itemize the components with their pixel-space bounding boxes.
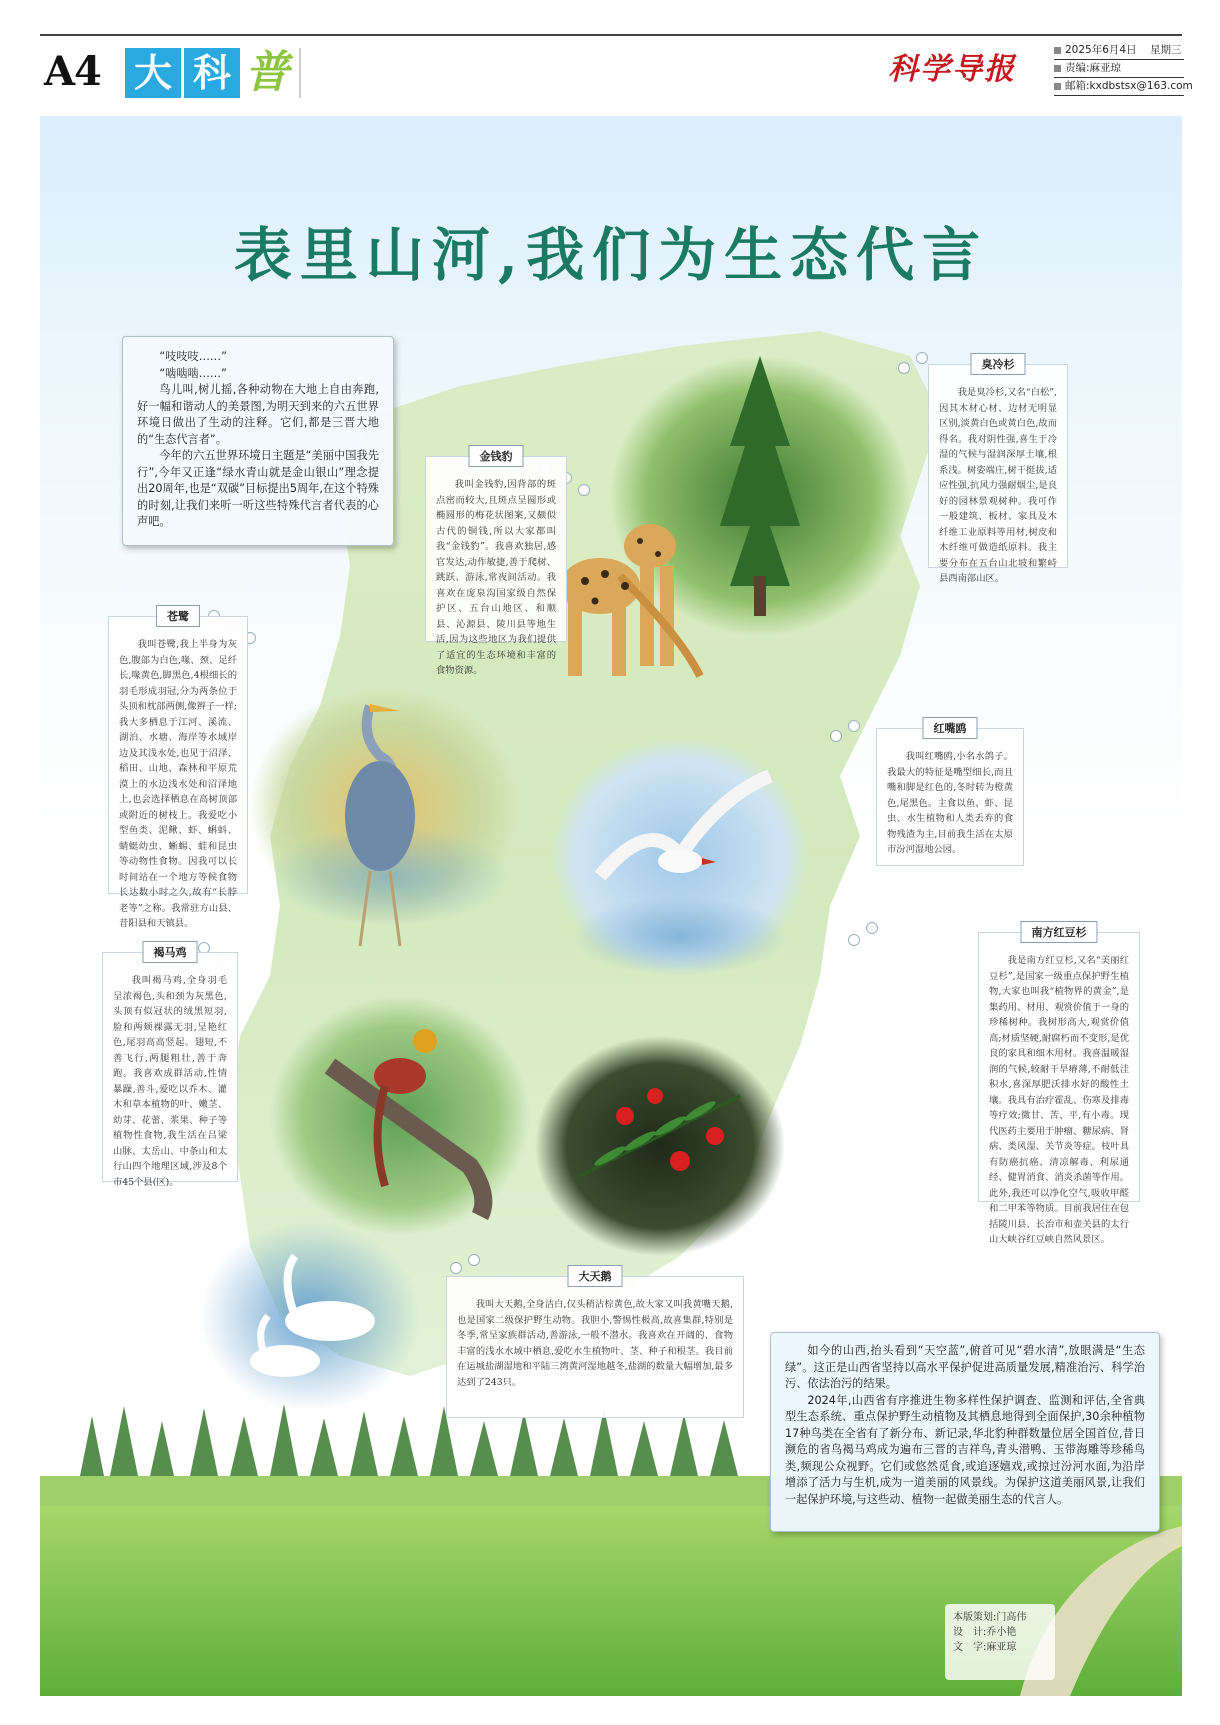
species-name: 苍鹭: [156, 605, 200, 627]
species-box-pheasant: [102, 946, 238, 1188]
species-box-gull: [876, 722, 1024, 866]
intro-box: “吱吱吱……” “啮啮啮……” 鸟儿叫,树儿摇,各种动物在大地上自由奔跑,好一幅和谐动人的美景图,为明天到来的六五世界环境日做出了生动的注释。它们,都是三晋大地的“生态代言者”。 今年的六五世界环境日主题是“美丽中国我先行”,今年又正逢“绿水青山就是金山银山”理念提出20周年,也是“双碳”目标提出5周年,在这个特殊的时刻,让我们来听一听这些特殊代言者代表的心声吧。: [122, 336, 394, 546]
main-panel: [40, 116, 1182, 1696]
species-description: 我叫大天鹅,全身洁白,仅头稍沾棕黄色,故大家又叫我黄嘴天鹅,也是国家二级保护野生动物。我胆小,警惕性极高,故喜集群,特别是冬季,常呈家族群活动,善游泳,一般不潜水。我喜欢在开阔的、食物丰富的浅水水域中栖息,爱吃水生植物叶、茎、种子和根茎。我目前在运城盐湖湿地和平陆三湾黄河湿地越冬,盐湖的数量大幅增加,最多达到了243只。: [457, 1299, 733, 1388]
section-char-1: 大: [125, 48, 181, 98]
species-name: 南方红豆杉: [1021, 921, 1098, 943]
conclusion-box: 如今的山西,抬头看到“天空蓝”,俯首可见“碧水清”,放眼满是“生态绿”。这正是山西省坚持以高水平保护促进高质量发展,精准治污、科学治污、依法治污的结果。 2024年,山西省有序推进生物多样性保护调查、监测和评估,全省典型生态系统、重点保护野生动植物及其栖息地得到全面保护,30余种植物17种鸟类在全省有了新分布、新记录,华北豹种群数量位居全国首位,昔日濒危的省鸟褐马鸡成为遍布三晋的吉祥鸟,青头潜鸭、玉带海雕等珍稀鸟类,频现公众视野。它们或悠然觅食,或追逐嬉戏,或掠过汾河水面,为沿岸增添了活力与生机,成为一道美丽的风景线。为保护这道美丽风景,让我们一起保护环境,与这些动、植物一起做美丽生态的代言人。: [770, 1332, 1160, 1532]
page-title: 表里山河,我们为生态代言: [233, 221, 989, 289]
species-name: 红嘴鸥: [923, 717, 978, 739]
editor-line: 责编:麻亚琼: [1054, 60, 1121, 76]
species-description: 我叫金钱豹,因背部的斑点密而较大,且斑点呈圆形或椭圆形的梅花状图案,又颇似古代的铜钱,所以大家都叫我“金钱豹”。我喜欢独居,感官发达,动作敏捷,善于爬树、跳跃、游泳,常夜间活动。我喜欢在庞泉沟国家级自然保护区、五台山地区、和顺县、沁源县、陵川县等地生活,因为这些地区为我们提供了适宜的生态环境和丰富的食物资源。: [436, 479, 556, 676]
section-char-3: 普: [245, 47, 289, 98]
species-name: 大天鹅: [568, 1265, 623, 1287]
species-name: 金钱豹: [469, 445, 524, 467]
page-number: A4: [44, 48, 101, 95]
species-box-leopard: [425, 450, 567, 676]
species-box-heron: [108, 610, 248, 929]
species-description: 我是臭冷杉,又名“白松”,因其木材心材、边材无明显区别,淡黄白色或黄白色,故而得名。我对阴性强,喜生于冷湿的气候与湿润深厚土壤,根系浅。树姿端庄,树干挺拔,适应性强,抗风力强耐烟尘,是良好的园林景观树种。我可作一般建筑、板材、家具及木纤维工业原料等用材,树皮和木纤维可做造纸原料。我主要分布在五台山北坡和繁峙县西南部山区。: [939, 387, 1057, 584]
section-char-2: 科: [184, 48, 240, 98]
species-description: 我叫褐马鸡,全身羽毛呈浓褐色,头和颈为灰黑色,头顶有似冠状的绒黑短羽,脸和两颊裸露无羽,呈艳红色,尾羽高高竖起。翅短,不善飞行,两腿粗壮,善于奔跑。我喜欢成群活动,性情暴躁,善斗,爱吃以乔木、灌木和草本植物的叶、嫩茎、幼芽、花蕾、浆果、种子等植物性食物,我生活在吕梁山脉、太岳山、中条山和太行山四个地理区域,涉及8个市45个县(区)。: [113, 975, 227, 1188]
species-name: 臭冷杉: [971, 353, 1026, 375]
species-description: 我叫红嘴鸥,小名水鸽子。我最大的特征是嘴型细长,而且嘴和脚是红色的,冬时转为橙黄色,尾黑色。主食以鱼、虾、昆虫、水生植物和人类丢弃的食物残渣为主,目前我生活在太原市汾河湿地公园。: [887, 751, 1013, 855]
species-box-spruce: [928, 358, 1068, 584]
header-divider: [299, 48, 301, 98]
species-description: 我是南方红豆杉,又名“美丽红豆杉”,是国家一级重点保护野生植物,大家也叫我“植物界的黄金”,是集药用、材用、观赏价值于一身的珍稀树种。我树形高大,观赏价值高;材质坚硬,耐腐朽而不变形,是优良的家具和细木用材。我喜温暖湿润的气候,较耐干旱瘠薄,不耐低洼积水,喜深厚肥沃排水好的酸性土壤。我具有治疗霍乱、伤寒及排毒等疗效;微甘、苦、平,有小毒。现代医药主要用于肿瘤、糖尿病、肾病、类风湿、关节炎等症。枝叶具有防癌抗癌、清凉解毒、利尿通经、健胃消食、消炎杀菌等作用。此外,我还可以净化空气,吸收甲醛和二甲苯等物质。目前我居住在包括陵川县、长治市和壶关县的太行山大峡谷红豆峡自然风景区。: [989, 955, 1129, 1245]
newspaper-name: 科学导报: [888, 52, 1016, 87]
credits-box: 本版策划:门高伟 设 计:乔小艳 文 字:麻亚琼: [945, 1604, 1055, 1680]
header-rule: [40, 34, 1182, 36]
species-name: 褐马鸡: [143, 941, 198, 963]
date-line: 2025年6月4日 星期三: [1054, 42, 1181, 58]
email-line[interactable]: 邮箱:kxdbstsx@163.com: [1054, 78, 1193, 94]
species-description: 我叫苍鹭,我上半身为灰色,腹部为白色,喙、颈、足纤长,喙黄色,脚黑色,4根细长的羽毛形成羽冠,分为两条位于头顶和枕部两侧,像辫子一样;我大多栖息于江河、溪流、湖泊、水塘、海岸等水域岸边及其浅水处,也见于沼泽、稻田、山地、森林和平原荒漠上的水边浅水处和沼泽地上,也会选择栖息在高树顶部或附近的树枝上。我爱吃小型鱼类、泥鳅、虾、蝌蚪、蜻蜓幼虫、蜥蜴、蛙和昆虫等动物性食物。因我可以长时间站在一个地方等候食物长达数小时之久,故有“长脖老等”之称。我常驻方山县、昔阳县和天镇县。: [119, 639, 237, 929]
species-box-swan: [446, 1270, 744, 1418]
species-box-yew: [978, 926, 1140, 1245]
